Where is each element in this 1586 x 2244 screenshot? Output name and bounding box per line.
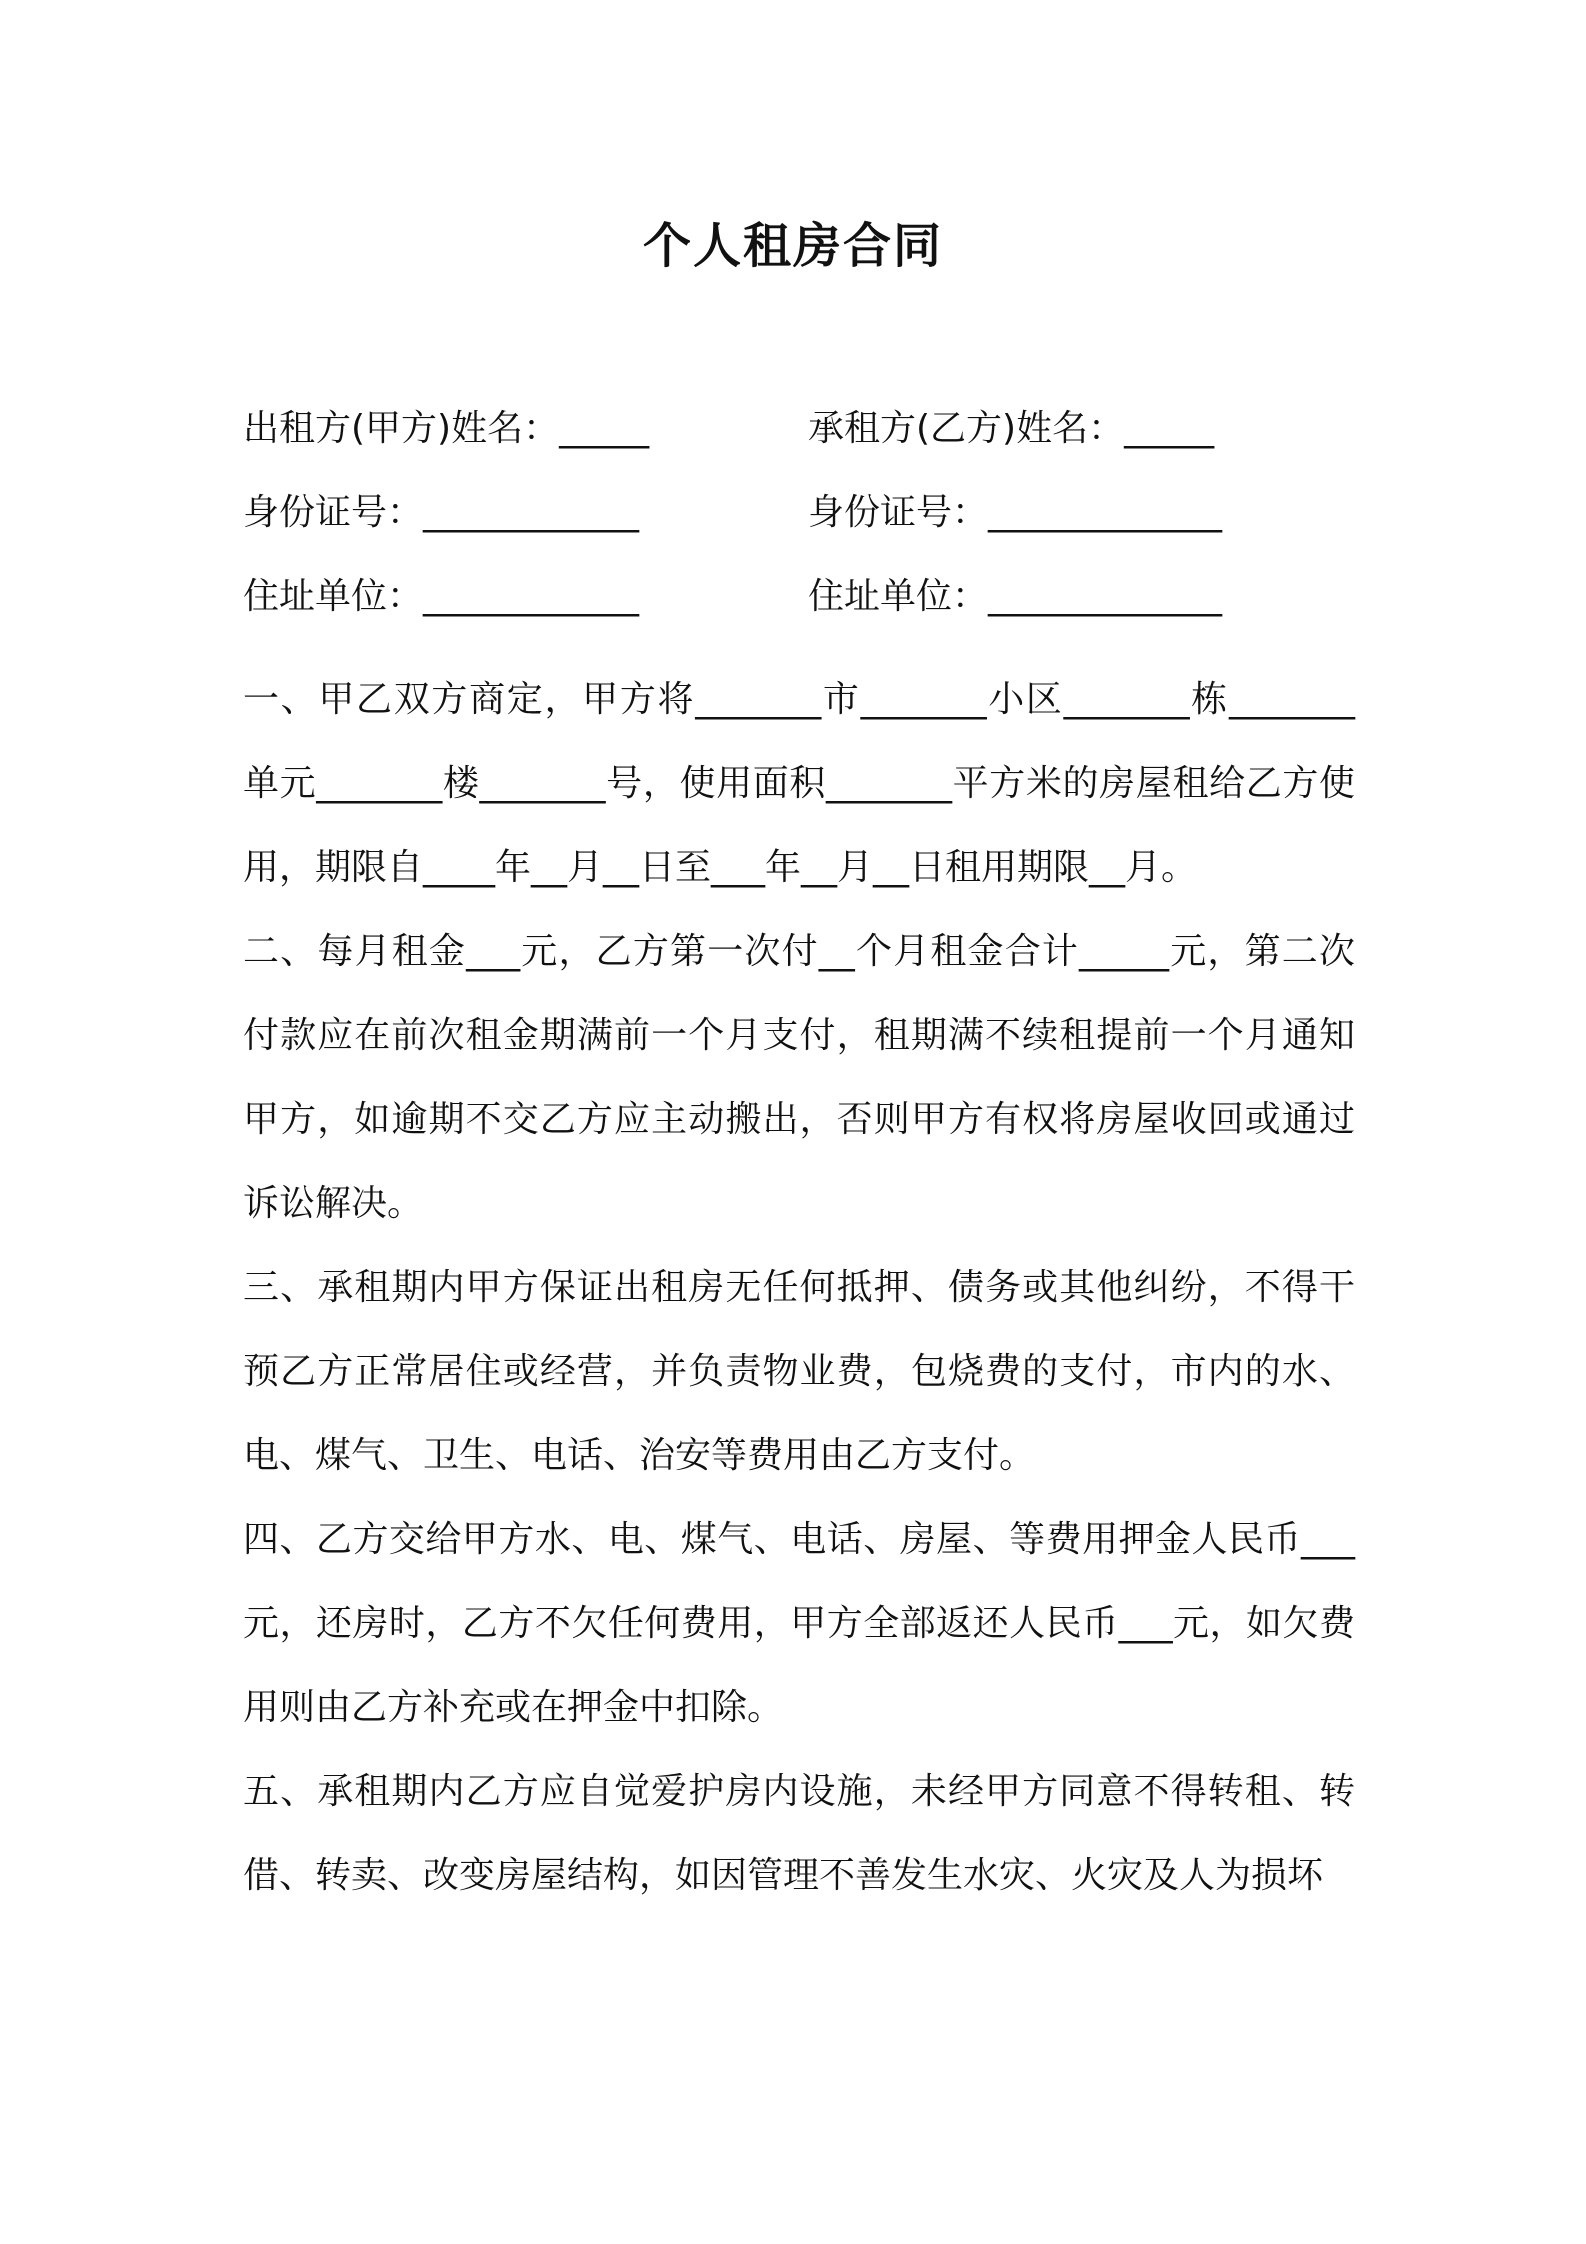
lessor-name-field: 出租方(甲方)姓名：_____ xyxy=(243,408,650,449)
lessee-id-field: 身份证号：_____________ xyxy=(808,492,1223,533)
clause-3: 三、承租期内甲方保证出租房无任何抵押、债务或其他纠纷，不得干预乙方正常居住或经营，并负责物业费，包烧费的支付，市内的水、电、煤气、卫生、电话、治安等费用由乙方支付。 xyxy=(243,1267,1355,1476)
party-row-id xyxy=(243,489,1363,573)
lessee-address-field: 住址单位：_____________ xyxy=(808,576,1223,617)
clause-5: 五、承租期内乙方应自觉爱护房内设施，未经甲方同意不得转租、转借、转卖、改变房屋结构，如因管理不善发生水灾、火灾及人为损坏 xyxy=(243,1771,1355,1896)
party-row-address xyxy=(243,573,1363,657)
clause-2: 二、每月租金___元，乙方第一次付__个月租金合计_____元，第二次付款应在前次租金期满前一个月支付，租期满不续租提前一个月通知甲方，如逾期不交乙方应主动搬出，否则甲方有权将房屋收回或通过诉讼解决。 xyxy=(243,931,1355,1224)
contract-body xyxy=(243,658,1355,1918)
lessor-address-field: 住址单位：____________ xyxy=(243,576,640,617)
document-title: 个人租房合同 xyxy=(642,218,943,274)
lessor-id-field: 身份证号：____________ xyxy=(243,492,640,533)
clause-4: 四、乙方交给甲方水、电、煤气、电话、房屋、等费用押金人民币___元，还房时，乙方不欠任何费用，甲方全部返还人民币___元，如欠费用则由乙方补充或在押金中扣除。 xyxy=(243,1519,1355,1728)
parties-section xyxy=(243,405,1363,657)
lessee-name-field: 承租方(乙方)姓名：_____ xyxy=(808,408,1215,449)
clause-1: 一、甲乙双方商定，甲方将_______市_______小区_______栋_______单元_______楼_______号，使用面积_______平方米的房屋租给乙方使用，期限自____年__月__日至___年__月__日租用期限__月。 xyxy=(243,679,1355,888)
party-row-name xyxy=(243,405,1363,489)
